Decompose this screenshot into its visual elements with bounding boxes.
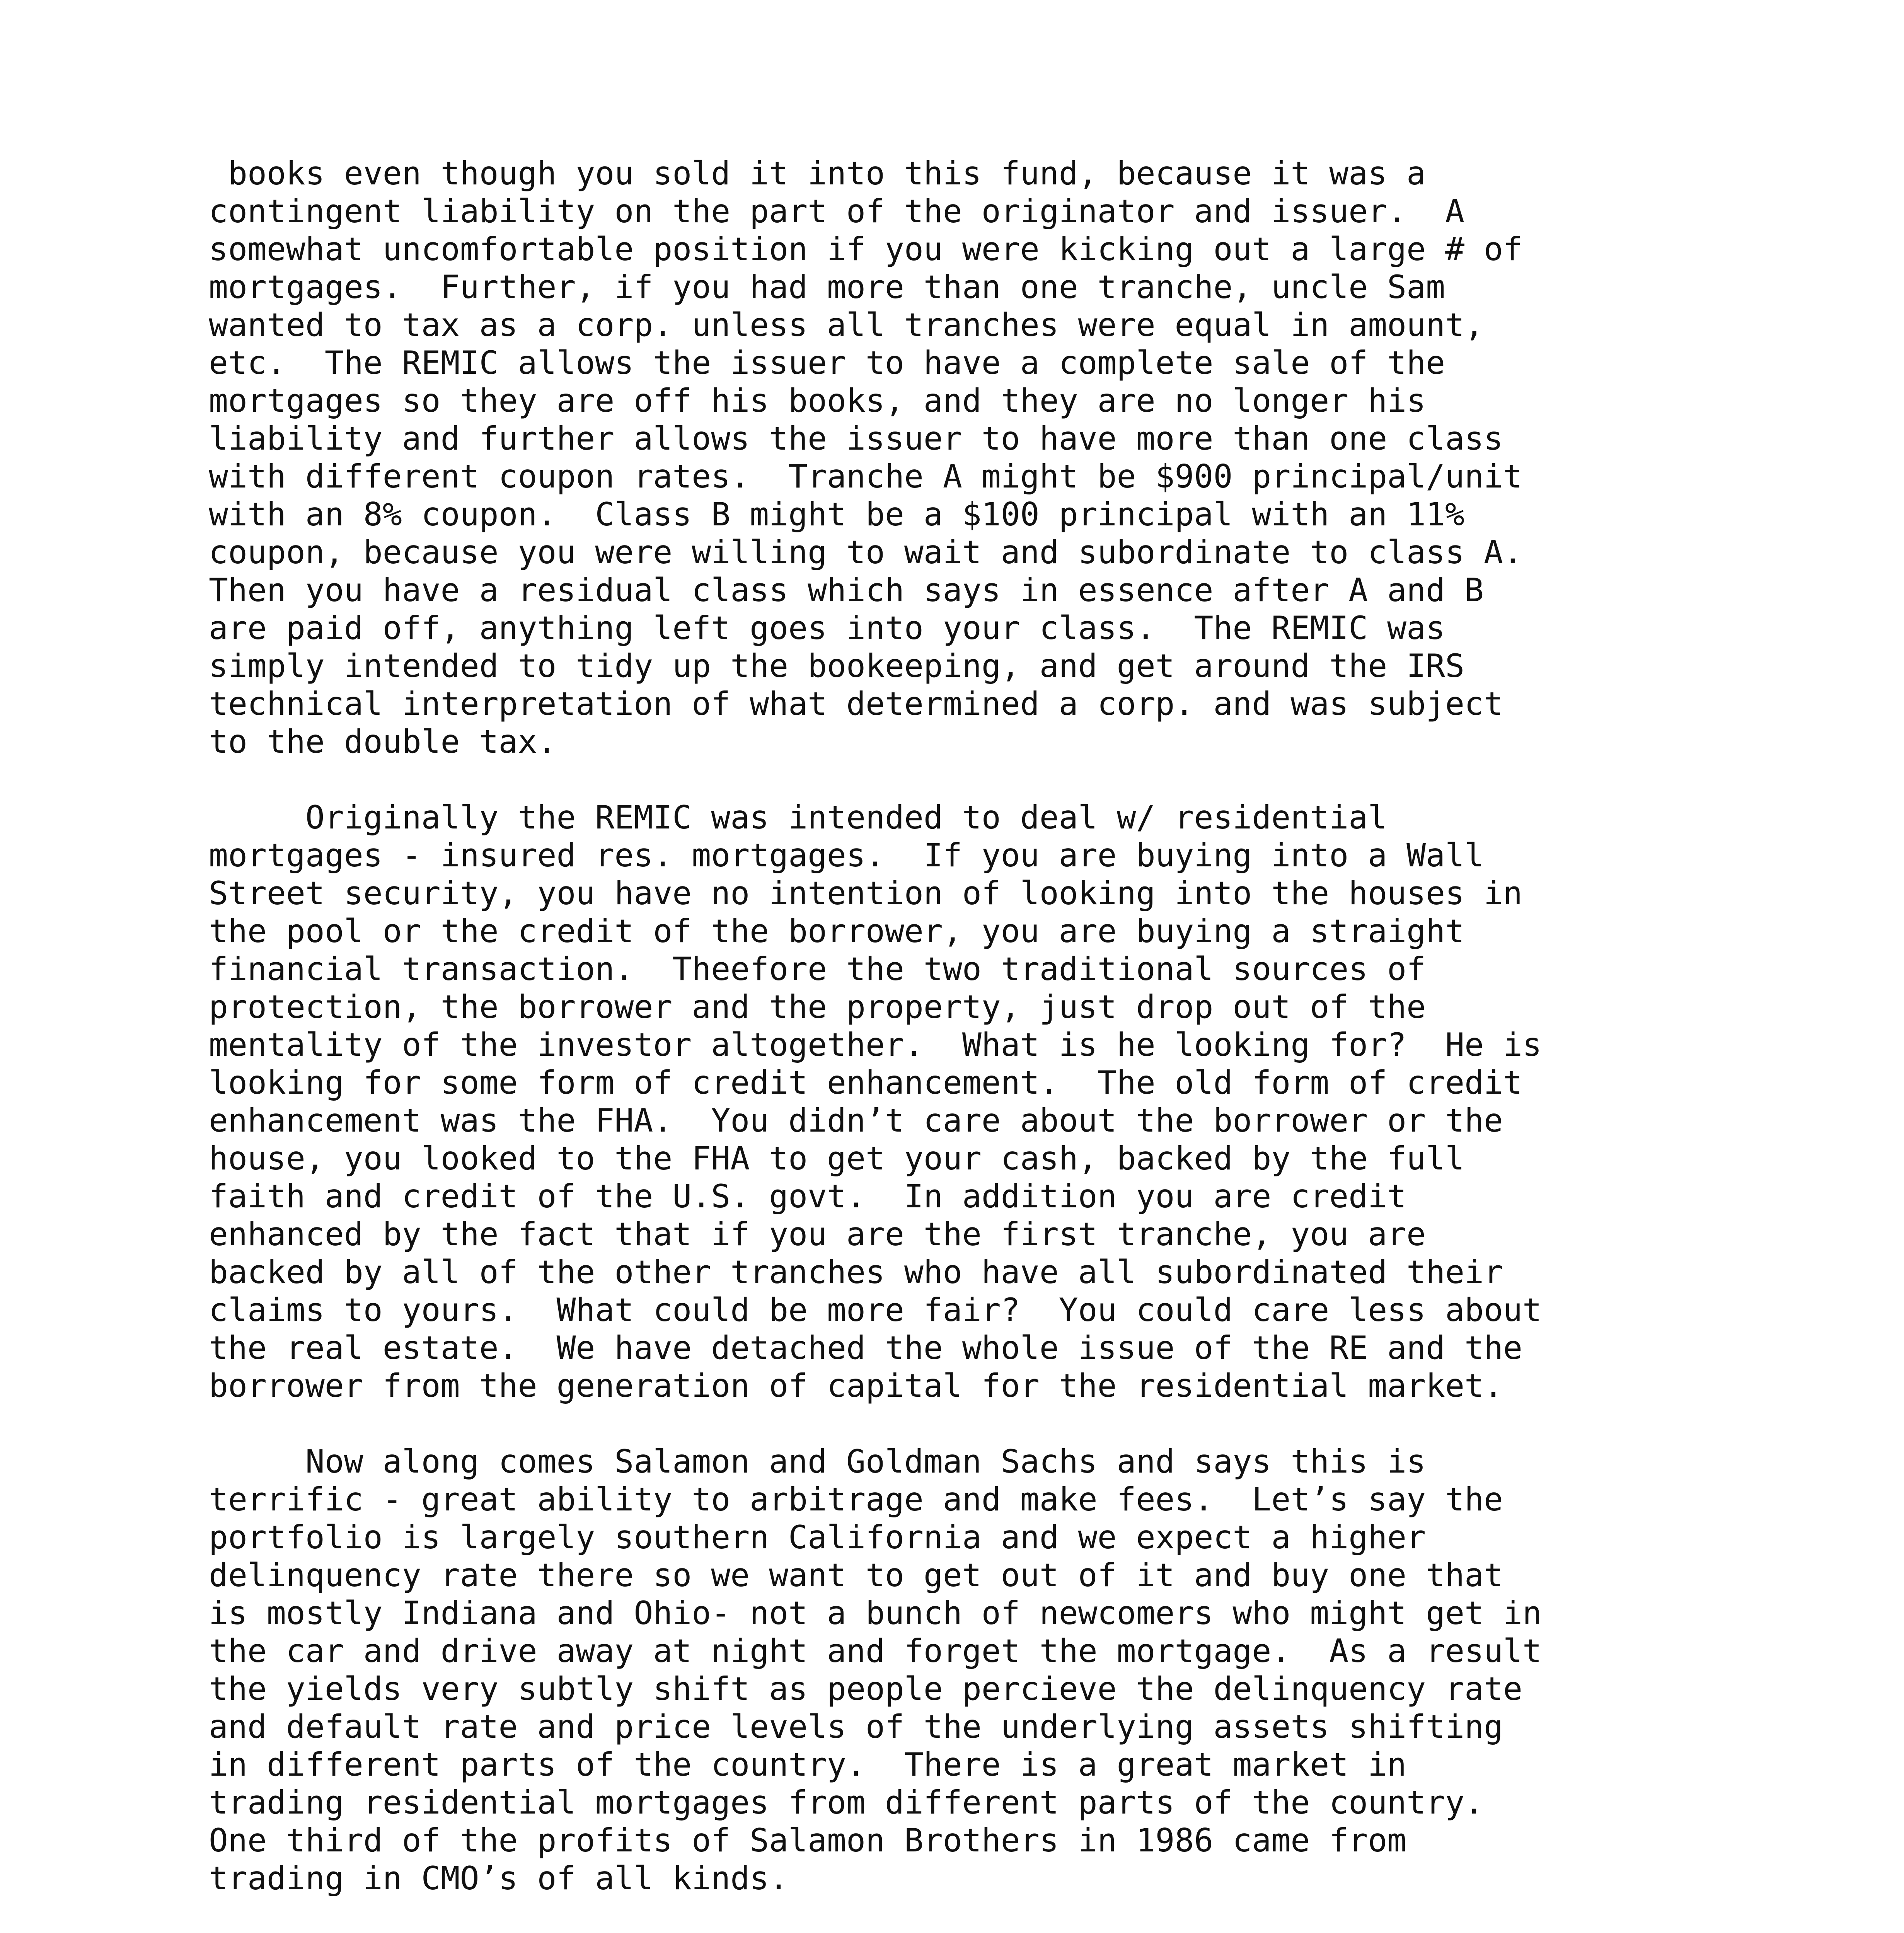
text-line: books even though you sold it into this fund, because it was a [209,155,1426,192]
text-line: One third of the profits of Salamon Brothers in 1986 came from [209,1822,1407,1859]
text-line: enhanced by the fact that if you are the first tranche, you are [209,1215,1426,1253]
paragraph-residential-mortgages [209,799,1802,1405]
text-line: Then you have a residual class which says in essence after A and B [209,571,1484,609]
paragraph-remic-bookkeeping [209,155,1802,761]
text-line: liability and further allows the issuer to have more than one class [209,420,1503,457]
text-line: trading residential mortgages from different parts of the country. [209,1784,1484,1821]
text-line: are paid off, anything left goes into your class. The REMIC was [209,609,1445,647]
text-line: terrific - great ability to arbitrage and make fees. Let’s say the [209,1481,1503,1518]
paragraph-arbitrage-trading [209,1443,1802,1897]
text-line: contingent liability on the part of the originator and issuer. A [209,193,1465,230]
text-line: claims to yours. What could be more fair? You could care less about [209,1291,1542,1329]
document-page [209,155,1802,1933]
text-line: somewhat uncomfortable position if you were kicking out a large # of [209,230,1522,268]
text-line: simply intended to tidy up the bookeeping, and get around the IRS [209,647,1465,685]
text-line: in different parts of the country. There is a great market in [209,1746,1407,1783]
text-line: portfolio is largely southern California and we expect a higher [209,1519,1426,1556]
text-line: is mostly Indiana and Ohio- not a bunch of newcomers who might get in [209,1594,1542,1632]
text-line: the pool or the credit of the borrower, you are buying a straight [209,912,1465,950]
text-line: protection, the borrower and the property, just drop out of the [209,988,1426,1026]
text-line: Originally the REMIC was intended to deal w/ residential [209,799,1388,836]
text-line: etc. The REMIC allows the issuer to have a complete sale of the [209,344,1445,382]
text-line: Now along comes Salamon and Goldman Sachs and says this is [209,1443,1426,1480]
text-line: borrower from the generation of capital for the residential market. [209,1367,1503,1405]
text-line: the yields very subtly shift as people percieve the delinquency rate [209,1670,1522,1708]
text-line: financial transaction. Theefore the two traditional sources of [209,950,1426,988]
text-line: mortgages - insured res. mortgages. If you are buying into a Wall [209,837,1484,874]
text-line: and default rate and price levels of the underlying assets shifting [209,1708,1503,1745]
text-line: mortgages so they are off his books, and they are no longer his [209,382,1426,419]
text-line: enhancement was the FHA. You didn’t care about the borrower or the [209,1102,1503,1139]
text-line: trading in CMO’s of all kinds. [209,1860,789,1897]
text-line: with an 8% coupon. Class B might be a $100 principal with an 11% [209,496,1465,533]
text-line: wanted to tax as a corp. unless all tranches were equal in amount, [209,306,1484,344]
text-line: with different coupon rates. Tranche A might be $900 principal/unit [209,458,1522,495]
text-line: looking for some form of credit enhancement. The old form of credit [209,1064,1522,1101]
text-line: mortgages. Further, if you had more than one tranche, uncle Sam [209,268,1445,306]
text-line: the car and drive away at night and forget the mortgage. As a result [209,1632,1542,1670]
text-line: backed by all of the other tranches who have all subordinated their [209,1253,1503,1291]
text-line: the real estate. We have detached the whole issue of the RE and the [209,1329,1522,1367]
text-line: coupon, because you were willing to wait and subordinate to class A. [209,534,1522,571]
text-line: delinquency rate there so we want to get out of it and buy one that [209,1556,1503,1594]
text-line: faith and credit of the U.S. govt. In addition you are credit [209,1178,1407,1215]
text-line: mentality of the investor altogether. What is he looking for? He is [209,1026,1542,1064]
text-line: house, you looked to the FHA to get your cash, backed by the full [209,1140,1465,1177]
text-line: to the double tax. [209,723,557,760]
text-line: technical interpretation of what determined a corp. and was subject [209,685,1503,723]
text-line: Street security, you have no intention of looking into the houses in [209,874,1522,912]
